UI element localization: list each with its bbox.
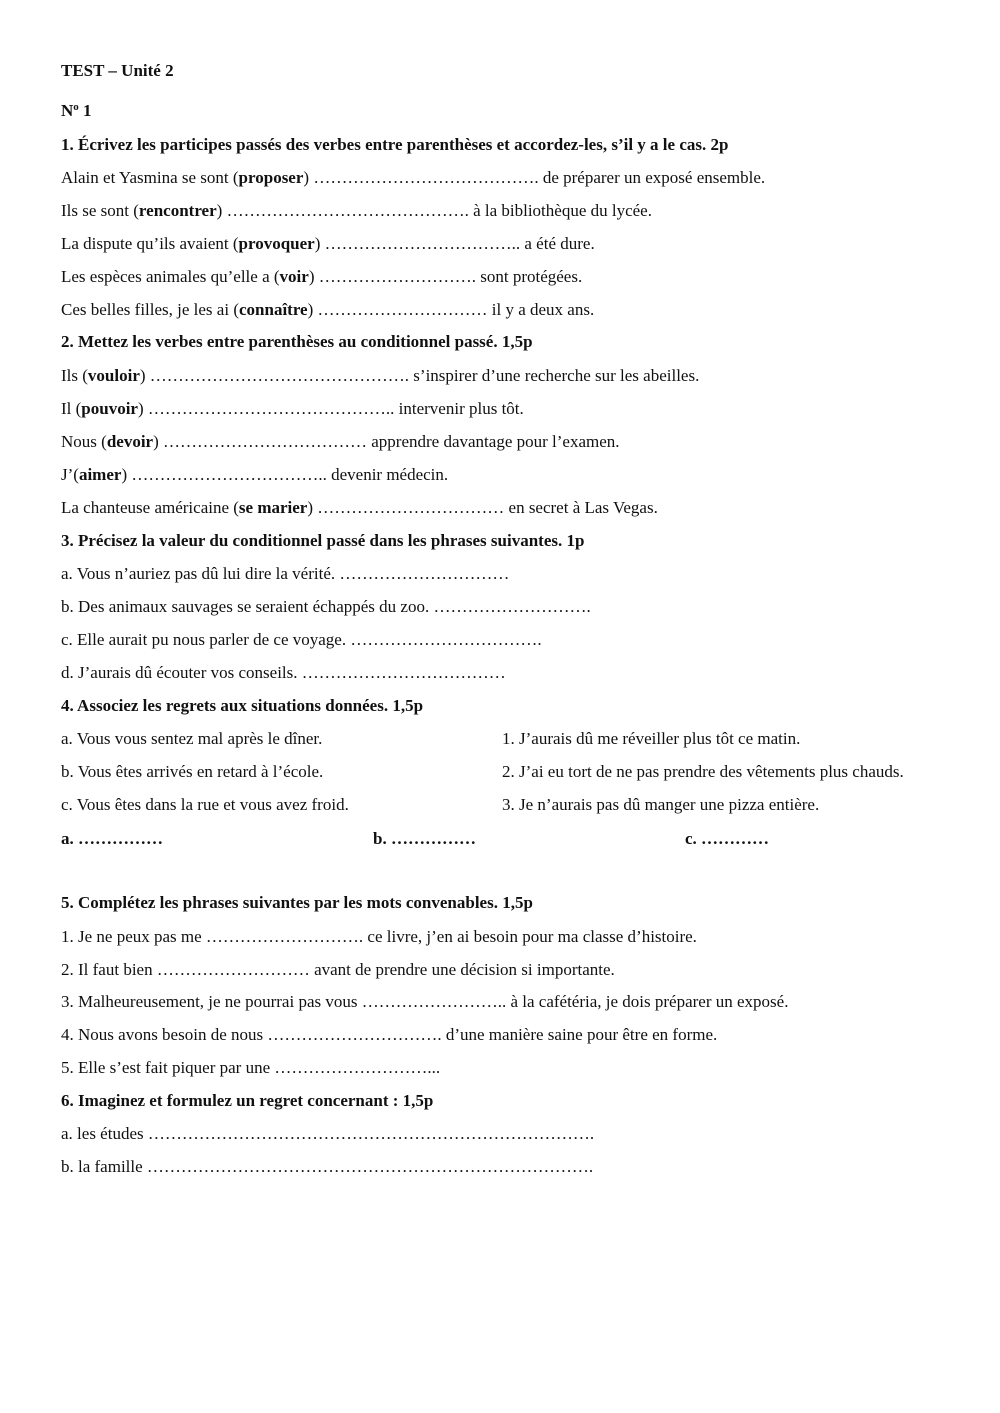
exercise-line: d. J’aurais dû écouter vos conseils. ……………………………… — [61, 663, 506, 682]
verb: proposer — [238, 168, 304, 187]
section-2-heading: 2. Mettez les verbes entre parenthèses au conditionnel passé. 1,5p — [61, 332, 533, 351]
exercise-line: Ces belles filles, je les ai (connaître) ………………………… il y a deux ans. — [61, 300, 595, 319]
exercise-line: La chanteuse américaine (se marier) …………………………… en secret à Las Vegas. — [61, 498, 658, 517]
section-5-heading: 5. Complétez les phrases suivantes par les mots convenables. 1,5p — [61, 893, 533, 912]
verb: voir — [279, 267, 309, 286]
section-3-heading: 3. Précisez la valeur du conditionnel passé dans les phrases suivantes. 1p — [61, 531, 585, 550]
exercise-line: 2. Il faut bien ……………………… avant de prendre une décision si importante. — [61, 960, 615, 979]
exercise-line: Nous (devoir) ……………………………… apprendre davantage pour l’examen. — [61, 432, 620, 451]
verb: aimer — [78, 465, 122, 484]
answer-a: a. …………… — [61, 829, 163, 848]
test-number — [61, 97, 92, 121]
regret-item: 3. Je n’aurais pas dû manger une pizza entière. — [502, 795, 820, 814]
verb: devoir — [106, 432, 154, 451]
answer-c: c. ………… — [685, 829, 770, 848]
verb: rencontrer — [138, 201, 217, 220]
test-number-prefix: N — [61, 101, 74, 120]
situation-item: b. Vous êtes arrivés en retard à l’école. — [61, 762, 324, 781]
situation-item: c. Vous êtes dans la rue et vous avez froid. — [61, 795, 349, 814]
section-6-heading: 6. Imaginez et formulez un regret concernant : 1,5p — [61, 1091, 434, 1110]
exercise-line: 4. Nous avons besoin de nous …………………………. d’une manière saine pour être en forme. — [61, 1025, 718, 1044]
exercise-line: Il (pouvoir) …………………………………….. intervenir plus tôt. — [61, 399, 524, 418]
exercise-line: 5. Elle s’est fait piquer par une ………………………... — [61, 1058, 441, 1077]
test-number-sup: o — [73, 101, 79, 113]
exercise-line: 3. Malheureusement, je ne pourrai pas vous …………………….. à la cafétéria, je dois préparer un exposé. — [61, 992, 789, 1011]
verb: se marier — [238, 498, 308, 517]
exercise-line: Alain et Yasmina se sont (proposer) …………………………………. de préparer un exposé ensemble. — [61, 168, 766, 187]
exercise-line: a. Vous n’auriez pas dû lui dire la vérité. ………………………… — [61, 564, 510, 583]
exercise-line: b. Des animaux sauvages se seraient échappés du zoo. ………………………. — [61, 597, 591, 616]
exercise-line: a. les études ……………………………………………………………………. — [61, 1124, 595, 1143]
exercise-line: 1. Je ne peux pas me ………………………. ce livre, j’en ai besoin pour ma classe d’histoire. — [61, 927, 697, 946]
answer-b: b. …………… — [373, 829, 476, 848]
verb: provoquer — [238, 234, 315, 253]
exercise-line: Ils se sont (rencontrer) ……………………………………. à la bibliothèque du lycée. — [61, 201, 652, 220]
exercise-line: b. la famille ……………………………………………………………………. — [61, 1157, 594, 1176]
test-number-value: 1 — [78, 101, 92, 120]
verb: pouvoir — [81, 399, 138, 418]
regret-item: 2. J’ai eu tort de ne pas prendre des vêtements plus chauds. — [502, 762, 904, 781]
section-4-heading: 4. Associez les regrets aux situations données. 1,5p — [61, 696, 424, 715]
section-1-heading: 1. Écrivez les participes passés des verbes entre parenthèses et accordez-les, s’il y a le cas. 2p — [61, 135, 729, 154]
regret-item: 1. J’aurais dû me réveiller plus tôt ce matin. — [502, 729, 801, 748]
exercise-line: J’(aimer) …………………………….. devenir médecin. — [61, 465, 449, 484]
verb: vouloir — [87, 366, 140, 385]
page-title: TEST – Unité 2 — [61, 61, 174, 80]
situation-item: a. Vous vous sentez mal après le dîner. — [61, 729, 323, 748]
exercise-line: La dispute qu’ils avaient (provoquer) …………………………….. a été dure. — [61, 234, 595, 253]
exercise-line: Ils (vouloir) ………………………………………. s’inspirer d’une recherche sur les abeilles. — [61, 366, 700, 385]
verb: connaître — [238, 300, 308, 319]
exercise-line: Les espèces animales qu’elle a (voir) ………………………. sont protégées. — [61, 267, 583, 286]
exercise-line: c. Elle aurait pu nous parler de ce voyage. ……………………………. — [61, 630, 542, 649]
